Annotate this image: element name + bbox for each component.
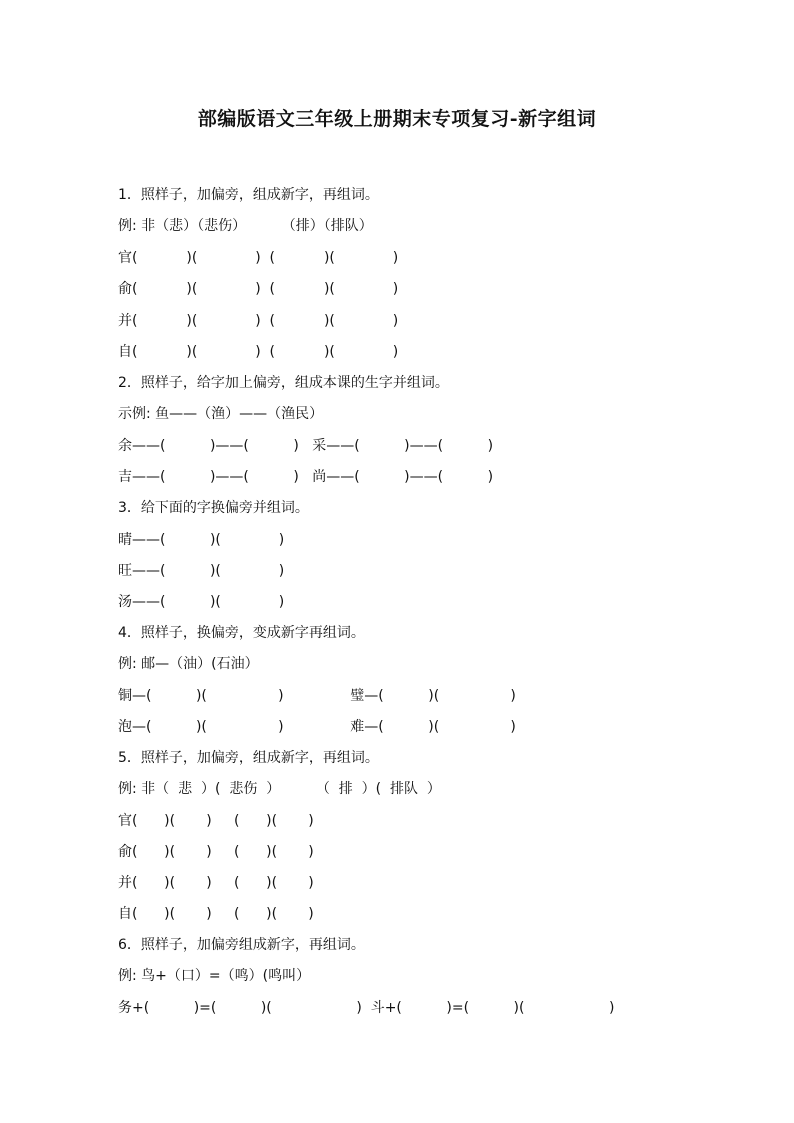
q1-heading: 1．照样子，加偏旁，组成新字，再组词。 [118, 187, 379, 203]
q2-example: 示例: 鱼——（渔）——（渔民） [118, 406, 324, 422]
q1-row-zi: 自( )( ) ( )( ) [118, 344, 399, 360]
q6-row-1: 务+( )=( )( ) 斗+( )=( )( ) [118, 1000, 615, 1016]
q4-heading: 4．照样子，换偏旁，变成新字再组词。 [118, 625, 365, 641]
q4-row-1: 铜—( )( ) 璧—( )( ) [118, 688, 516, 704]
q3-heading: 3．给下面的字换偏旁并组词。 [118, 500, 309, 516]
q1-row-yu: 俞( )( ) ( )( ) [118, 281, 399, 297]
q1-example: 例: 非（悲）（悲伤） （排）（排队） [118, 218, 373, 234]
q3-row-tang: 汤——( )( ) [118, 594, 285, 610]
q5-row-zi: 自( )( ) ( )( ) [118, 906, 314, 922]
q5-row-guan: 官( )( ) ( )( ) [118, 813, 314, 829]
q5-row-bing: 并( )( ) ( )( ) [118, 875, 314, 891]
q3-row-wang: 旺——( )( ) [118, 563, 285, 579]
q5-heading: 5．照样子，加偏旁，组成新字，再组词。 [118, 750, 379, 766]
q2-row-1: 余——( )——( ) 采——( )——( ) [118, 438, 494, 454]
q6-example: 例: 鸟+（口）=（鸣）(鸣叫） [118, 968, 311, 984]
q1-row-bing: 并( )( ) ( )( ) [118, 313, 399, 329]
q1-row-guan: 官( )( ) ( )( ) [118, 250, 399, 266]
page-title: 部编版语文三年级上册期末专项复习-新字组词 [197, 108, 597, 130]
q2-heading: 2．照样子，给字加上偏旁，组成本课的生字并组词。 [118, 375, 449, 391]
q5-example: 例: 非（ 悲 ）( 悲伤 ） （ 排 ）( 排队 ） [118, 781, 441, 797]
q6-heading: 6．照样子，加偏旁组成新字，再组词。 [118, 937, 365, 953]
q5-row-yu: 俞( )( ) ( )( ) [118, 844, 314, 860]
q3-row-qing: 晴——( )( ) [118, 532, 285, 548]
q4-example: 例: 邮—（油）(石油） [118, 656, 259, 672]
q4-row-2: 泡—( )( ) 难—( )( ) [118, 719, 516, 735]
q2-row-2: 吉——( )——( ) 尚——( )——( ) [118, 469, 494, 485]
